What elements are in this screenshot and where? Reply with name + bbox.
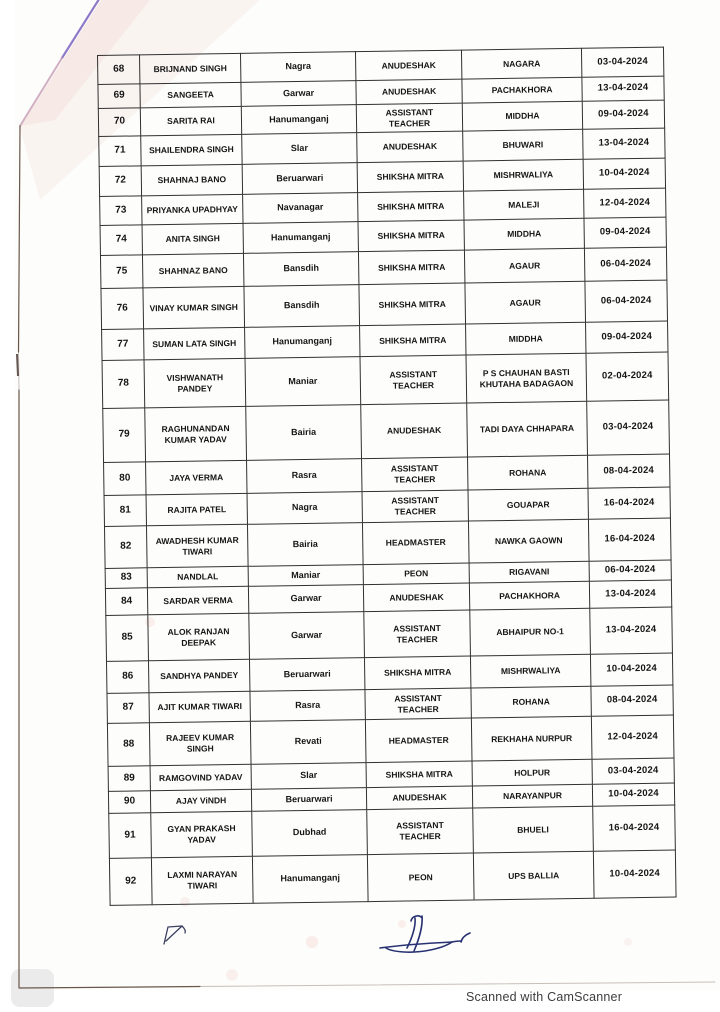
cell-designation: PEON (363, 563, 469, 585)
cell-date: 09-04-2024 (586, 321, 668, 353)
cell-designation: ASSISTANT TEACHER (367, 808, 474, 855)
cell-school: BHUWARI (463, 129, 583, 161)
cell-block: Rasra (247, 459, 362, 494)
cell-designation: ASSISTANT TEACHER (356, 103, 462, 133)
cell-date: 09-04-2024 (582, 100, 664, 129)
cell-sn: 75 (100, 255, 142, 289)
cell-name: SANDHYA PANDEY (148, 659, 249, 692)
cell-name: SHAILENDRA SINGH (141, 134, 242, 165)
cell-school: AGAUR (464, 248, 584, 283)
cell-designation: SHIKSHA MITRA (359, 283, 466, 326)
cell-sn: 70 (98, 108, 140, 137)
cell-designation: ASSISTANT TEACHER (364, 610, 471, 658)
cell-date: 03-04-2024 (581, 47, 663, 77)
cell-name: RAJEEV KUMAR SINGH (149, 721, 251, 765)
cell-sn: 91 (109, 813, 152, 859)
cell-block: Bansdih (243, 252, 358, 287)
cell-school: REKHAHA NURPUR (471, 716, 592, 761)
cell-name: ALOK RANJAN DEEPAK (148, 613, 250, 660)
cell-name: LAXMI NARAYAN TIWARI (151, 856, 253, 904)
cell-date: 09-04-2024 (584, 217, 666, 248)
cell-block: Nagra (247, 492, 362, 525)
cell-name: JAYA VERMA (146, 460, 247, 494)
cell-school: TADI DAYA CHHAPARA (467, 401, 588, 457)
cell-sn: 92 (109, 858, 152, 906)
cell-block: Navanagar (243, 193, 358, 224)
cell-designation: ASSISTANT TEACHER (365, 688, 471, 720)
cell-name: NANDLAL (147, 566, 248, 587)
cell-school: ROHANA (468, 455, 588, 490)
cell-date: 16-04-2024 (588, 487, 670, 519)
cell-block: Garwar (249, 612, 365, 660)
cell-school: MALEJI (464, 189, 584, 220)
cell-block: Garwar (248, 585, 363, 614)
cell-block: Bairia (246, 405, 362, 461)
cell-sn: 76 (101, 288, 144, 330)
cell-designation: ANUDESHAK (366, 786, 472, 810)
cell-school: ROHANA (471, 686, 591, 718)
cell-school: MISHRWALIYA (470, 654, 590, 688)
cell-designation: ANUDESHAK (363, 583, 469, 612)
cell-date: 08-04-2024 (591, 685, 673, 716)
camscanner-watermark: Scanned with CamScanner (466, 990, 623, 1004)
cell-block: Hanumanganj (243, 222, 358, 254)
cell-block: Maniar (245, 357, 361, 407)
cell-block: Bairia (247, 523, 363, 567)
cell-name: ANITA SINGH (142, 223, 243, 254)
cell-block: Beruarwari (251, 788, 366, 812)
cell-date: 13-04-2024 (589, 580, 671, 608)
cell-school: UPS BALLIA (473, 851, 594, 900)
cell-block: Beruarwari (249, 658, 364, 692)
cell-school: MIDDHA (464, 218, 584, 250)
table-row (102, 352, 669, 408)
cell-block: Maniar (248, 565, 363, 587)
cell-date: 06-04-2024 (585, 280, 668, 322)
cell-name: RAJITA PATEL (146, 493, 247, 525)
cell-designation: SHIKSHA MITRA (358, 191, 464, 222)
cell-block: Hanumanganj (241, 105, 356, 135)
cell-name: SANGEETA (140, 82, 241, 107)
cell-designation: SHIKSHA MITRA (358, 250, 464, 285)
cell-designation: SHIKSHA MITRA (357, 161, 463, 193)
cell-designation: ASSISTANT TEACHER (360, 355, 467, 405)
cell-name: AJIT KUMAR TIWARI (149, 691, 250, 722)
cell-name: AWADHESH KUMAR TIWARI (146, 524, 248, 567)
cell-date: 13-04-2024 (590, 607, 673, 654)
cell-sn: 85 (106, 615, 149, 662)
cell-name: SARDAR VERMA (147, 586, 248, 614)
cell-block: Beruarwari (242, 163, 357, 195)
cell-sn: 73 (100, 196, 142, 226)
cell-school: NAWKA GAOWN (468, 519, 589, 563)
cell-sn: 77 (102, 329, 144, 361)
cell-designation: SHIKSHA MITRA (366, 761, 472, 788)
cell-sn: 87 (107, 693, 149, 724)
cell-designation: ANUDESHAK (355, 50, 461, 81)
cell-school: NAGARA (461, 48, 581, 79)
cell-designation: HEADMASTER (362, 521, 469, 565)
cell-sn: 80 (104, 462, 146, 496)
cell-sn: 90 (108, 791, 150, 814)
cell-school: NARAYANPUR (472, 784, 592, 808)
cell-designation: PEON (367, 853, 474, 902)
cell-sn: 79 (103, 408, 146, 463)
cell-school: MISHRWALIYA (463, 159, 583, 191)
cell-sn: 84 (105, 588, 147, 616)
cell-date: 10-04-2024 (583, 158, 665, 189)
cell-block: Hanumanganj (252, 855, 368, 904)
table-row (109, 850, 676, 905)
cell-school: HOLPUR (472, 759, 592, 786)
cell-school: GOUAPAR (468, 488, 588, 521)
table-row (103, 400, 670, 462)
cell-block: Hanumanganj (245, 326, 360, 359)
table-row (106, 607, 673, 661)
cell-sn: 86 (106, 661, 148, 694)
cell-date: 12-04-2024 (591, 715, 674, 759)
cell-block: Garwar (241, 81, 356, 107)
cell-date: 10-04-2024 (592, 783, 674, 806)
cell-designation: ASSISTANT TEACHER (362, 457, 468, 492)
cell-date: 13-04-2024 (583, 128, 665, 159)
cell-name: SHAHNAJ BANO (141, 164, 242, 195)
cell-block: Slar (251, 763, 366, 790)
staff-table-body (98, 47, 677, 905)
cell-block: Dubhad (252, 810, 368, 857)
cell-designation: SHIKSHA MITRA (358, 220, 464, 252)
cell-name: BRIJNAND SINGH (140, 53, 241, 83)
cell-name: SARITA RAI (140, 106, 241, 135)
cell-designation: ANUDESHAK (361, 403, 468, 459)
cell-date: 16-04-2024 (588, 518, 671, 561)
cell-date: 10-04-2024 (593, 850, 676, 898)
cell-school: RIGAVANI (469, 561, 589, 583)
cell-name: AJAY ViNDH (150, 789, 251, 812)
cell-date: 13-04-2024 (582, 76, 664, 101)
cell-block: Nagra (240, 52, 355, 83)
cell-name: RAMGOVIND YADAV (150, 764, 251, 790)
cell-block: Revati (250, 720, 366, 765)
cell-date: 02-04-2024 (586, 352, 669, 401)
cell-date: 16-04-2024 (593, 805, 676, 851)
cell-designation: ANUDESHAK (356, 79, 462, 105)
cell-name: SHAHNAZ BANO (142, 253, 243, 287)
cell-designation: ANUDESHAK (357, 131, 463, 163)
cell-block: Rasra (250, 690, 365, 722)
cell-school: BHUELI (473, 806, 594, 853)
cell-sn: 89 (108, 766, 150, 792)
cell-sn: 83 (105, 568, 147, 589)
cell-block: Slar (242, 133, 357, 165)
cell-school: MIDDHA (462, 101, 582, 131)
cell-school: P S CHAUHAN BASTI KHUTAHA BADAGAON (466, 353, 587, 403)
cell-name: SUMAN LATA SINGH (144, 327, 245, 359)
cell-school: MIDDHA (466, 322, 586, 355)
cell-school: AGAUR (465, 281, 586, 324)
cell-date: 06-04-2024 (589, 560, 671, 581)
cell-name: GYAN PRAKASH YADAV (151, 811, 253, 857)
cell-date: 06-04-2024 (584, 247, 666, 281)
cell-name: VINAY KUMAR SINGH (143, 286, 245, 328)
cell-date: 12-04-2024 (584, 188, 666, 218)
cell-sn: 72 (99, 166, 141, 197)
staff-table (97, 47, 677, 906)
cell-school: PACHAKHORA (469, 581, 589, 610)
cell-sn: 69 (98, 84, 140, 109)
cell-sn: 71 (99, 136, 141, 167)
cell-name: PRIYANKA UPADHYAY (142, 194, 243, 224)
cell-designation: ASSISTANT TEACHER (362, 490, 468, 523)
cell-sn: 81 (104, 495, 146, 527)
cell-school: PACHAKHORA (462, 77, 582, 103)
cell-name: VISHWANATH PANDEY (144, 358, 246, 407)
cell-sn: 88 (107, 723, 150, 767)
cell-date: 08-04-2024 (587, 454, 669, 488)
cell-designation: SHIKSHA MITRA (364, 656, 470, 690)
cell-date: 03-04-2024 (587, 400, 670, 455)
cell-date: 03-04-2024 (592, 758, 674, 784)
cell-school: ABHAIPUR NO-1 (470, 608, 591, 656)
cell-sn: 74 (100, 225, 142, 256)
cell-block: Bansdih (244, 285, 360, 328)
cell-name: RAGHUNANDAN KUMAR YADAV (145, 406, 247, 461)
cell-sn: 78 (102, 360, 145, 409)
staff-table-container (97, 47, 676, 906)
cell-date: 10-04-2024 (590, 653, 672, 686)
cell-sn: 68 (98, 55, 140, 85)
cell-designation: HEADMASTER (365, 718, 472, 763)
cell-sn: 82 (104, 526, 147, 569)
cell-designation: SHIKSHA MITRA (360, 324, 466, 357)
